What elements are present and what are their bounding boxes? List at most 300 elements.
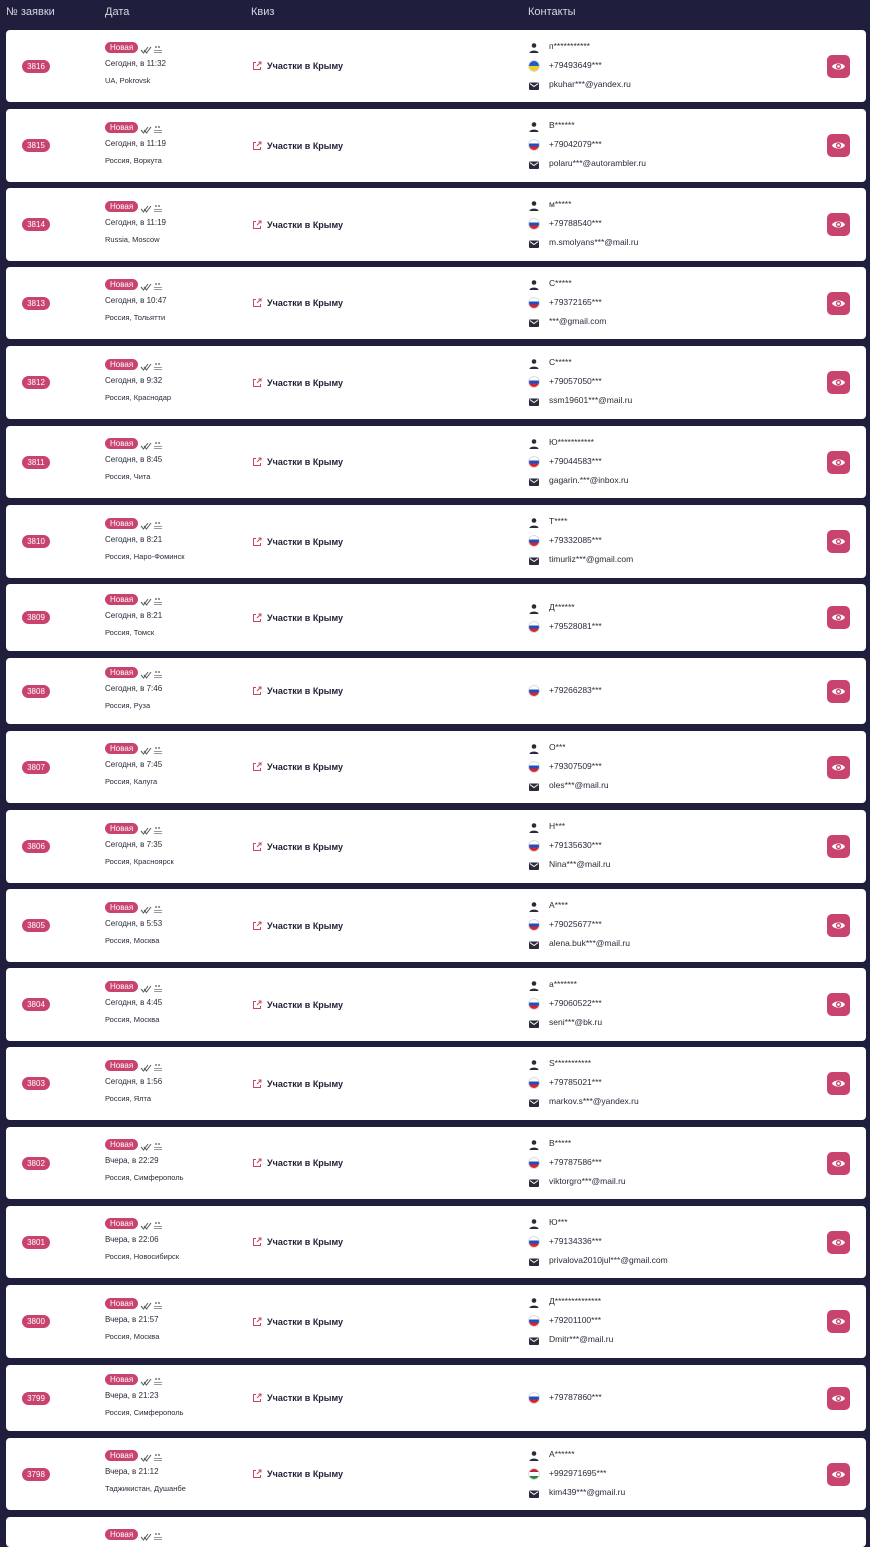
status-line [105, 1529, 164, 1541]
external-link-icon [252, 1317, 262, 1330]
flag-ru-icon [528, 621, 540, 633]
column-header-contacts: Контакты [528, 6, 576, 18]
lead-datetime: Вчера, в 21:57 [105, 1314, 159, 1324]
status-line [105, 42, 166, 54]
person-icon [528, 1449, 540, 1461]
external-link-icon [252, 1393, 262, 1406]
quiz-name: Участки в Крыму [267, 841, 344, 852]
lead-date-cell [105, 823, 174, 867]
view-lead-button[interactable] [827, 134, 850, 157]
mail-icon [528, 395, 540, 407]
lead-number-badge[interactable]: 3802 [22, 1157, 50, 1170]
contact-phone-text: +79332085*** [549, 535, 602, 545]
lead-datetime: Сегодня, в 11:19 [105, 138, 167, 148]
lead-location: Россия, Томск [105, 627, 155, 637]
contact-name-text: Ю*** [549, 1216, 568, 1227]
contact-email-text: viktorgro***@mail.ru [549, 1175, 626, 1186]
lead-row[interactable] [6, 1517, 866, 1547]
person-icon [528, 1296, 540, 1308]
lead-number-badge[interactable]: 3798 [22, 1468, 50, 1481]
view-lead-button[interactable] [827, 1152, 850, 1175]
lead-row[interactable] [6, 426, 866, 498]
lead-date-cell [105, 1218, 179, 1262]
contact-name-text: В****** [549, 120, 575, 130]
quiz-name: Участки в Крыму [267, 612, 344, 623]
status-line [105, 359, 171, 371]
external-link-icon [252, 457, 262, 470]
flag-ru-icon [528, 139, 540, 151]
contact-name-text: S*********** [549, 1058, 592, 1068]
mail-icon [528, 554, 540, 566]
contact-name-text: м***** [549, 199, 572, 209]
status-badge: Новая [105, 1529, 138, 1540]
read-checkmark-icon [140, 981, 164, 999]
person-icon [528, 742, 540, 754]
lead-number-badge[interactable]: 3803 [22, 1077, 50, 1090]
column-header-quiz: Квиз [251, 6, 275, 18]
contact-email-text: Nina***@mail.ru [549, 859, 611, 869]
lead-number-badge[interactable]: 3809 [22, 611, 50, 624]
lead-row[interactable] [6, 505, 866, 578]
flag-ru-icon [528, 535, 540, 547]
person-icon [528, 1217, 540, 1229]
lead-date-cell [105, 902, 164, 946]
lead-row[interactable] [6, 1127, 866, 1199]
contact-email-text: ssm19601***@mail.ru [549, 395, 633, 405]
mail-icon [528, 237, 540, 249]
status-line [105, 1298, 164, 1310]
status-line [105, 1374, 184, 1386]
read-checkmark-icon [140, 1060, 164, 1078]
lead-location: Таджикистан, Душанбе [105, 1484, 186, 1493]
quiz-link[interactable] [252, 456, 343, 468]
view-lead-button[interactable] [827, 606, 850, 629]
external-link-icon [252, 762, 262, 775]
quiz-name: Участки в Крыму [267, 1158, 344, 1168]
mail-icon [528, 1334, 540, 1346]
lead-date-cell [105, 743, 164, 787]
lead-row[interactable] [6, 584, 866, 651]
quiz-name: Участки в Крыму [267, 219, 344, 230]
contact-name-text: С***** [549, 277, 572, 288]
lead-number-badge[interactable]: 3805 [22, 919, 50, 932]
view-lead-button[interactable] [827, 371, 850, 394]
lead-number-badge[interactable]: 3801 [22, 1236, 50, 1249]
lead-datetime: Вчера, в 22:06 [105, 1235, 159, 1244]
status-line [105, 1060, 164, 1072]
read-checkmark-icon [140, 1529, 164, 1547]
read-checkmark-icon [140, 1374, 164, 1392]
lead-number-badge[interactable]: 3816 [22, 60, 50, 73]
quiz-link[interactable] [252, 685, 343, 697]
lead-number-badge[interactable]: 3807 [22, 761, 50, 774]
view-lead-button[interactable] [827, 1072, 850, 1095]
status-badge: Новая [105, 1450, 138, 1461]
lead-datetime: Сегодня, в 9:32 [105, 375, 163, 385]
lead-row[interactable] [6, 346, 866, 419]
quiz-link[interactable] [252, 841, 343, 853]
contact-email-text: pkuhar***@yandex.ru [549, 78, 631, 89]
contact-email-text: polaru***@autorambler.ru [549, 158, 646, 168]
mail-icon [528, 1176, 540, 1188]
lead-date-cell [105, 667, 164, 711]
lead-date-cell [105, 122, 166, 166]
lead-datetime: Сегодня, в 7:46 [105, 684, 163, 693]
contact-email-text: markov.s***@yandex.ru [549, 1096, 639, 1106]
lead-number-badge[interactable]: 3799 [22, 1392, 50, 1405]
quiz-name: Участки в Крыму [267, 377, 344, 388]
flag-ru-icon [528, 297, 540, 309]
contact-phone-text: +79201100*** [549, 1315, 602, 1325]
external-link-icon [252, 1079, 262, 1092]
lead-location: Россия, Воркута [105, 155, 162, 165]
quiz-link[interactable] [252, 920, 343, 932]
contact-phone-text: +79307509*** [549, 760, 602, 771]
person-icon [528, 199, 540, 211]
quiz-name: Участки в Крыму [267, 1316, 344, 1327]
mail-icon [528, 859, 540, 871]
lead-row[interactable] [6, 188, 866, 261]
lead-date-cell [105, 42, 166, 86]
external-link-icon [252, 1237, 262, 1250]
lead-location: Россия, Москва [105, 1331, 160, 1341]
lead-datetime: Сегодня, в 8:21 [105, 610, 163, 620]
read-checkmark-icon [140, 279, 164, 297]
lead-number-badge[interactable]: 3813 [22, 297, 50, 310]
lead-row[interactable] [6, 889, 866, 962]
lead-row[interactable] [6, 1438, 866, 1510]
view-lead-button[interactable] [827, 756, 850, 779]
read-checkmark-icon [140, 438, 164, 456]
contact-email-text: timurliz***@gmail.com [549, 554, 634, 564]
contact-phone-text: +79788540*** [549, 218, 602, 228]
quiz-link[interactable] [252, 536, 343, 548]
status-badge: Новая [105, 594, 138, 605]
lead-row[interactable] [6, 267, 866, 339]
mail-icon [528, 1017, 540, 1029]
read-checkmark-icon [140, 359, 164, 377]
quiz-name: Участки в Крыму [267, 140, 344, 151]
contact-name-text: Т**** [549, 516, 568, 526]
contact-phone-text: +79787860*** [549, 1391, 602, 1402]
quiz-link[interactable] [252, 1236, 343, 1248]
contact-email-text: ***@gmail.com [549, 315, 607, 326]
status-badge: Новая [105, 1374, 138, 1385]
lead-number-badge[interactable]: 3812 [22, 376, 50, 389]
quiz-link[interactable] [252, 1078, 343, 1090]
status-badge: Новая [105, 743, 138, 754]
flag-ru-icon [528, 456, 540, 468]
quiz-name: Участки в Крыму [267, 298, 344, 308]
lead-datetime: Сегодня, в 11:32 [105, 59, 167, 68]
lead-datetime: Сегодня, в 4:45 [105, 997, 163, 1007]
status-line [105, 1450, 186, 1462]
flag-ru-icon [528, 761, 540, 773]
lead-row[interactable] [6, 810, 866, 883]
read-checkmark-icon [140, 122, 164, 140]
status-badge: Новая [105, 1060, 138, 1071]
contact-phone-text: +79042079*** [549, 139, 602, 149]
lead-datetime: Сегодня, в 7:45 [105, 760, 163, 769]
lead-row[interactable] [6, 968, 866, 1041]
read-checkmark-icon [140, 743, 164, 761]
lead-date-cell [105, 1374, 184, 1418]
lead-date-cell [105, 1060, 164, 1104]
quiz-link[interactable] [252, 612, 343, 624]
contact-name-text: В***** [549, 1137, 572, 1148]
lead-row[interactable] [6, 1285, 866, 1358]
quiz-link[interactable] [252, 1392, 343, 1404]
status-line [105, 201, 166, 213]
external-link-icon [252, 220, 262, 233]
mail-icon [528, 316, 540, 328]
status-line [105, 1218, 179, 1230]
status-line [105, 981, 164, 993]
lead-number-badge[interactable]: 3811 [22, 456, 50, 469]
external-link-icon [252, 61, 262, 74]
contact-name-text: а******* [549, 979, 577, 989]
view-lead-button[interactable] [827, 835, 850, 858]
quiz-name: Участки в Крыму [267, 536, 344, 547]
quiz-name: Участки в Крыму [267, 1237, 344, 1247]
view-lead-button[interactable] [827, 1463, 850, 1486]
external-link-icon [252, 842, 262, 855]
read-checkmark-icon [140, 1450, 164, 1468]
status-line [105, 518, 185, 530]
person-icon [528, 979, 540, 991]
lead-datetime: Сегодня, в 8:45 [105, 455, 163, 464]
contact-name-text: С***** [549, 357, 572, 367]
external-link-icon [252, 378, 262, 391]
read-checkmark-icon [140, 667, 164, 685]
view-lead-button[interactable] [827, 993, 850, 1016]
quiz-name: Участки в Крыму [267, 457, 344, 467]
quiz-name: Участки в Крыму [267, 686, 344, 696]
external-link-icon [252, 613, 262, 626]
read-checkmark-icon [140, 902, 164, 920]
contact-phone-text: +79060522*** [549, 998, 602, 1008]
lead-location: Россия, Красноярск [105, 856, 174, 866]
flag-ru-icon [528, 376, 540, 388]
quiz-link[interactable] [252, 761, 343, 773]
lead-row[interactable] [6, 109, 866, 182]
external-link-icon [252, 686, 262, 699]
contact-name-text: Н*** [549, 821, 566, 831]
quiz-link[interactable] [252, 140, 343, 152]
column-header-date: Дата [105, 6, 130, 18]
contact-phone-text: +79025677*** [549, 919, 602, 929]
mail-icon [528, 1255, 540, 1267]
status-line [105, 594, 164, 606]
lead-datetime: Сегодня, в 1:56 [105, 1076, 163, 1086]
contact-phone-text: +79372165*** [549, 296, 602, 307]
status-badge: Новая [105, 201, 138, 212]
mail-icon [528, 158, 540, 170]
lead-datetime: Вчера, в 21:23 [105, 1391, 159, 1400]
flag-ua-icon [528, 60, 540, 72]
person-icon [528, 357, 540, 369]
contact-name-text: п*********** [549, 40, 590, 51]
read-checkmark-icon [140, 594, 164, 612]
view-lead-button[interactable] [827, 292, 850, 315]
status-badge: Новая [105, 667, 138, 678]
column-header-number: № заявки [6, 6, 55, 18]
lead-date-cell [105, 981, 164, 1025]
view-lead-button[interactable] [827, 213, 850, 236]
status-line [105, 1139, 184, 1151]
mail-icon [528, 475, 540, 487]
status-badge: Новая [105, 1298, 138, 1309]
person-icon [528, 278, 540, 290]
read-checkmark-icon [140, 201, 164, 219]
lead-date-cell [105, 518, 185, 562]
quiz-name: Участки в Крыму [267, 999, 344, 1010]
lead-date-cell [105, 1139, 184, 1183]
quiz-name: Участки в Крыму [267, 1393, 344, 1403]
lead-date-cell [105, 438, 164, 482]
lead-row[interactable] [6, 1365, 866, 1431]
lead-row[interactable] [6, 30, 866, 102]
person-icon [528, 900, 540, 912]
status-line [105, 438, 164, 450]
lead-number-badge[interactable]: 3810 [22, 535, 50, 548]
lead-row[interactable] [6, 1206, 866, 1278]
status-badge: Новая [105, 1139, 138, 1150]
status-badge: Новая [105, 518, 138, 529]
lead-row[interactable] [6, 658, 866, 724]
flag-ru-icon [528, 1077, 540, 1089]
lead-number-badge[interactable]: 3814 [22, 218, 50, 231]
contact-name-text: А**** [549, 900, 568, 910]
quiz-link[interactable] [252, 999, 343, 1011]
lead-number-badge[interactable]: 3808 [22, 685, 50, 698]
status-badge: Новая [105, 359, 138, 370]
view-lead-button[interactable] [827, 1387, 850, 1410]
external-link-icon [252, 921, 262, 934]
contact-name-text: Д****** [549, 601, 575, 612]
view-lead-button[interactable] [827, 1231, 850, 1254]
view-lead-button[interactable] [827, 530, 850, 553]
status-line [105, 122, 166, 134]
lead-location: Россия, Москва [105, 1014, 160, 1024]
contact-phone-text: +79044583*** [549, 455, 602, 466]
quiz-link[interactable] [252, 1316, 343, 1328]
quiz-name: Участки в Крыму [267, 1078, 344, 1089]
status-badge: Новая [105, 1218, 138, 1229]
external-link-icon [252, 141, 262, 154]
view-lead-button[interactable] [827, 914, 850, 937]
view-lead-button[interactable] [827, 680, 850, 703]
flag-ru-icon [528, 1236, 540, 1248]
lead-date-cell [105, 201, 166, 245]
view-lead-button[interactable] [827, 451, 850, 474]
person-icon [528, 437, 540, 449]
status-badge: Новая [105, 279, 138, 290]
quiz-link[interactable] [252, 60, 343, 72]
quiz-link[interactable] [252, 219, 343, 231]
lead-row[interactable] [6, 731, 866, 803]
status-badge: Новая [105, 42, 138, 53]
mail-icon [528, 1487, 540, 1499]
lead-location: UA, Pokrovsk [105, 76, 151, 85]
lead-number-badge[interactable]: 3800 [22, 1315, 50, 1328]
status-line [105, 823, 174, 835]
lead-number-badge[interactable]: 3806 [22, 840, 50, 853]
contact-phone-text: +79785021*** [549, 1077, 602, 1087]
contact-name-text: А****** [549, 1448, 575, 1459]
lead-date-cell [105, 1298, 164, 1342]
external-link-icon [252, 1000, 262, 1013]
contact-email-text: kim439***@gmail.ru [549, 1486, 626, 1497]
lead-row[interactable] [6, 1047, 866, 1120]
external-link-icon [252, 1158, 262, 1171]
quiz-name: Участки в Крыму [267, 61, 344, 71]
quiz-name: Участки в Крыму [267, 762, 344, 772]
status-badge: Новая [105, 981, 138, 992]
lead-datetime: Вчера, в 21:12 [105, 1467, 159, 1476]
external-link-icon [252, 537, 262, 550]
contact-email-text: seni***@bk.ru [549, 1017, 603, 1027]
flag-ru-icon [528, 840, 540, 852]
status-line [105, 279, 167, 291]
contact-name-text: Ю*********** [549, 436, 594, 447]
mail-icon [528, 79, 540, 91]
lead-date-cell [105, 594, 164, 638]
lead-number-badge[interactable]: 3804 [22, 998, 50, 1011]
mail-icon [528, 1096, 540, 1108]
view-lead-button[interactable] [827, 1310, 850, 1333]
lead-location: Россия, Симферополь [105, 1173, 184, 1182]
read-checkmark-icon [140, 1298, 164, 1316]
mail-icon [528, 780, 540, 792]
lead-location: Россия, Калуга [105, 777, 158, 786]
view-lead-button[interactable] [827, 55, 850, 78]
contact-email-text: alena.buk***@mail.ru [549, 938, 630, 948]
quiz-link[interactable] [252, 1468, 343, 1480]
read-checkmark-icon [140, 42, 164, 60]
status-badge: Новая [105, 122, 138, 133]
lead-location: Россия, Ялта [105, 1093, 152, 1103]
lead-location: Россия, Москва [105, 935, 160, 945]
contact-email-text: gagarin.***@inbox.ru [549, 474, 629, 485]
status-badge: Новая [105, 902, 138, 913]
quiz-link[interactable] [252, 1157, 343, 1169]
external-link-icon [252, 298, 262, 311]
person-icon [528, 1138, 540, 1150]
contact-email-text: m.smolyans***@mail.ru [549, 237, 639, 247]
contact-name-text: О*** [549, 741, 566, 752]
flag-ru-icon [528, 1315, 540, 1327]
person-icon [528, 516, 540, 528]
lead-datetime: Сегодня, в 10:47 [105, 296, 167, 305]
contact-phone-text: +992971695*** [549, 1467, 607, 1478]
status-line [105, 667, 164, 679]
quiz-link[interactable] [252, 377, 343, 389]
contact-phone-text: +79528081*** [549, 620, 602, 631]
contact-phone-text: +79266283*** [549, 684, 602, 695]
lead-datetime: Сегодня, в 8:21 [105, 534, 163, 544]
status-line [105, 902, 164, 914]
contact-phone-text: +79057050*** [549, 376, 602, 386]
lead-number-badge[interactable]: 3815 [22, 139, 50, 152]
quiz-link[interactable] [252, 297, 343, 309]
contact-phone-text: +79135630*** [549, 840, 602, 850]
contact-email-text: privalova2010jul***@gmail.com [549, 1254, 668, 1265]
lead-location: Россия, Руза [105, 701, 151, 710]
lead-location: Россия, Симферополь [105, 1408, 184, 1417]
person-icon [528, 41, 540, 53]
read-checkmark-icon [140, 1139, 164, 1157]
